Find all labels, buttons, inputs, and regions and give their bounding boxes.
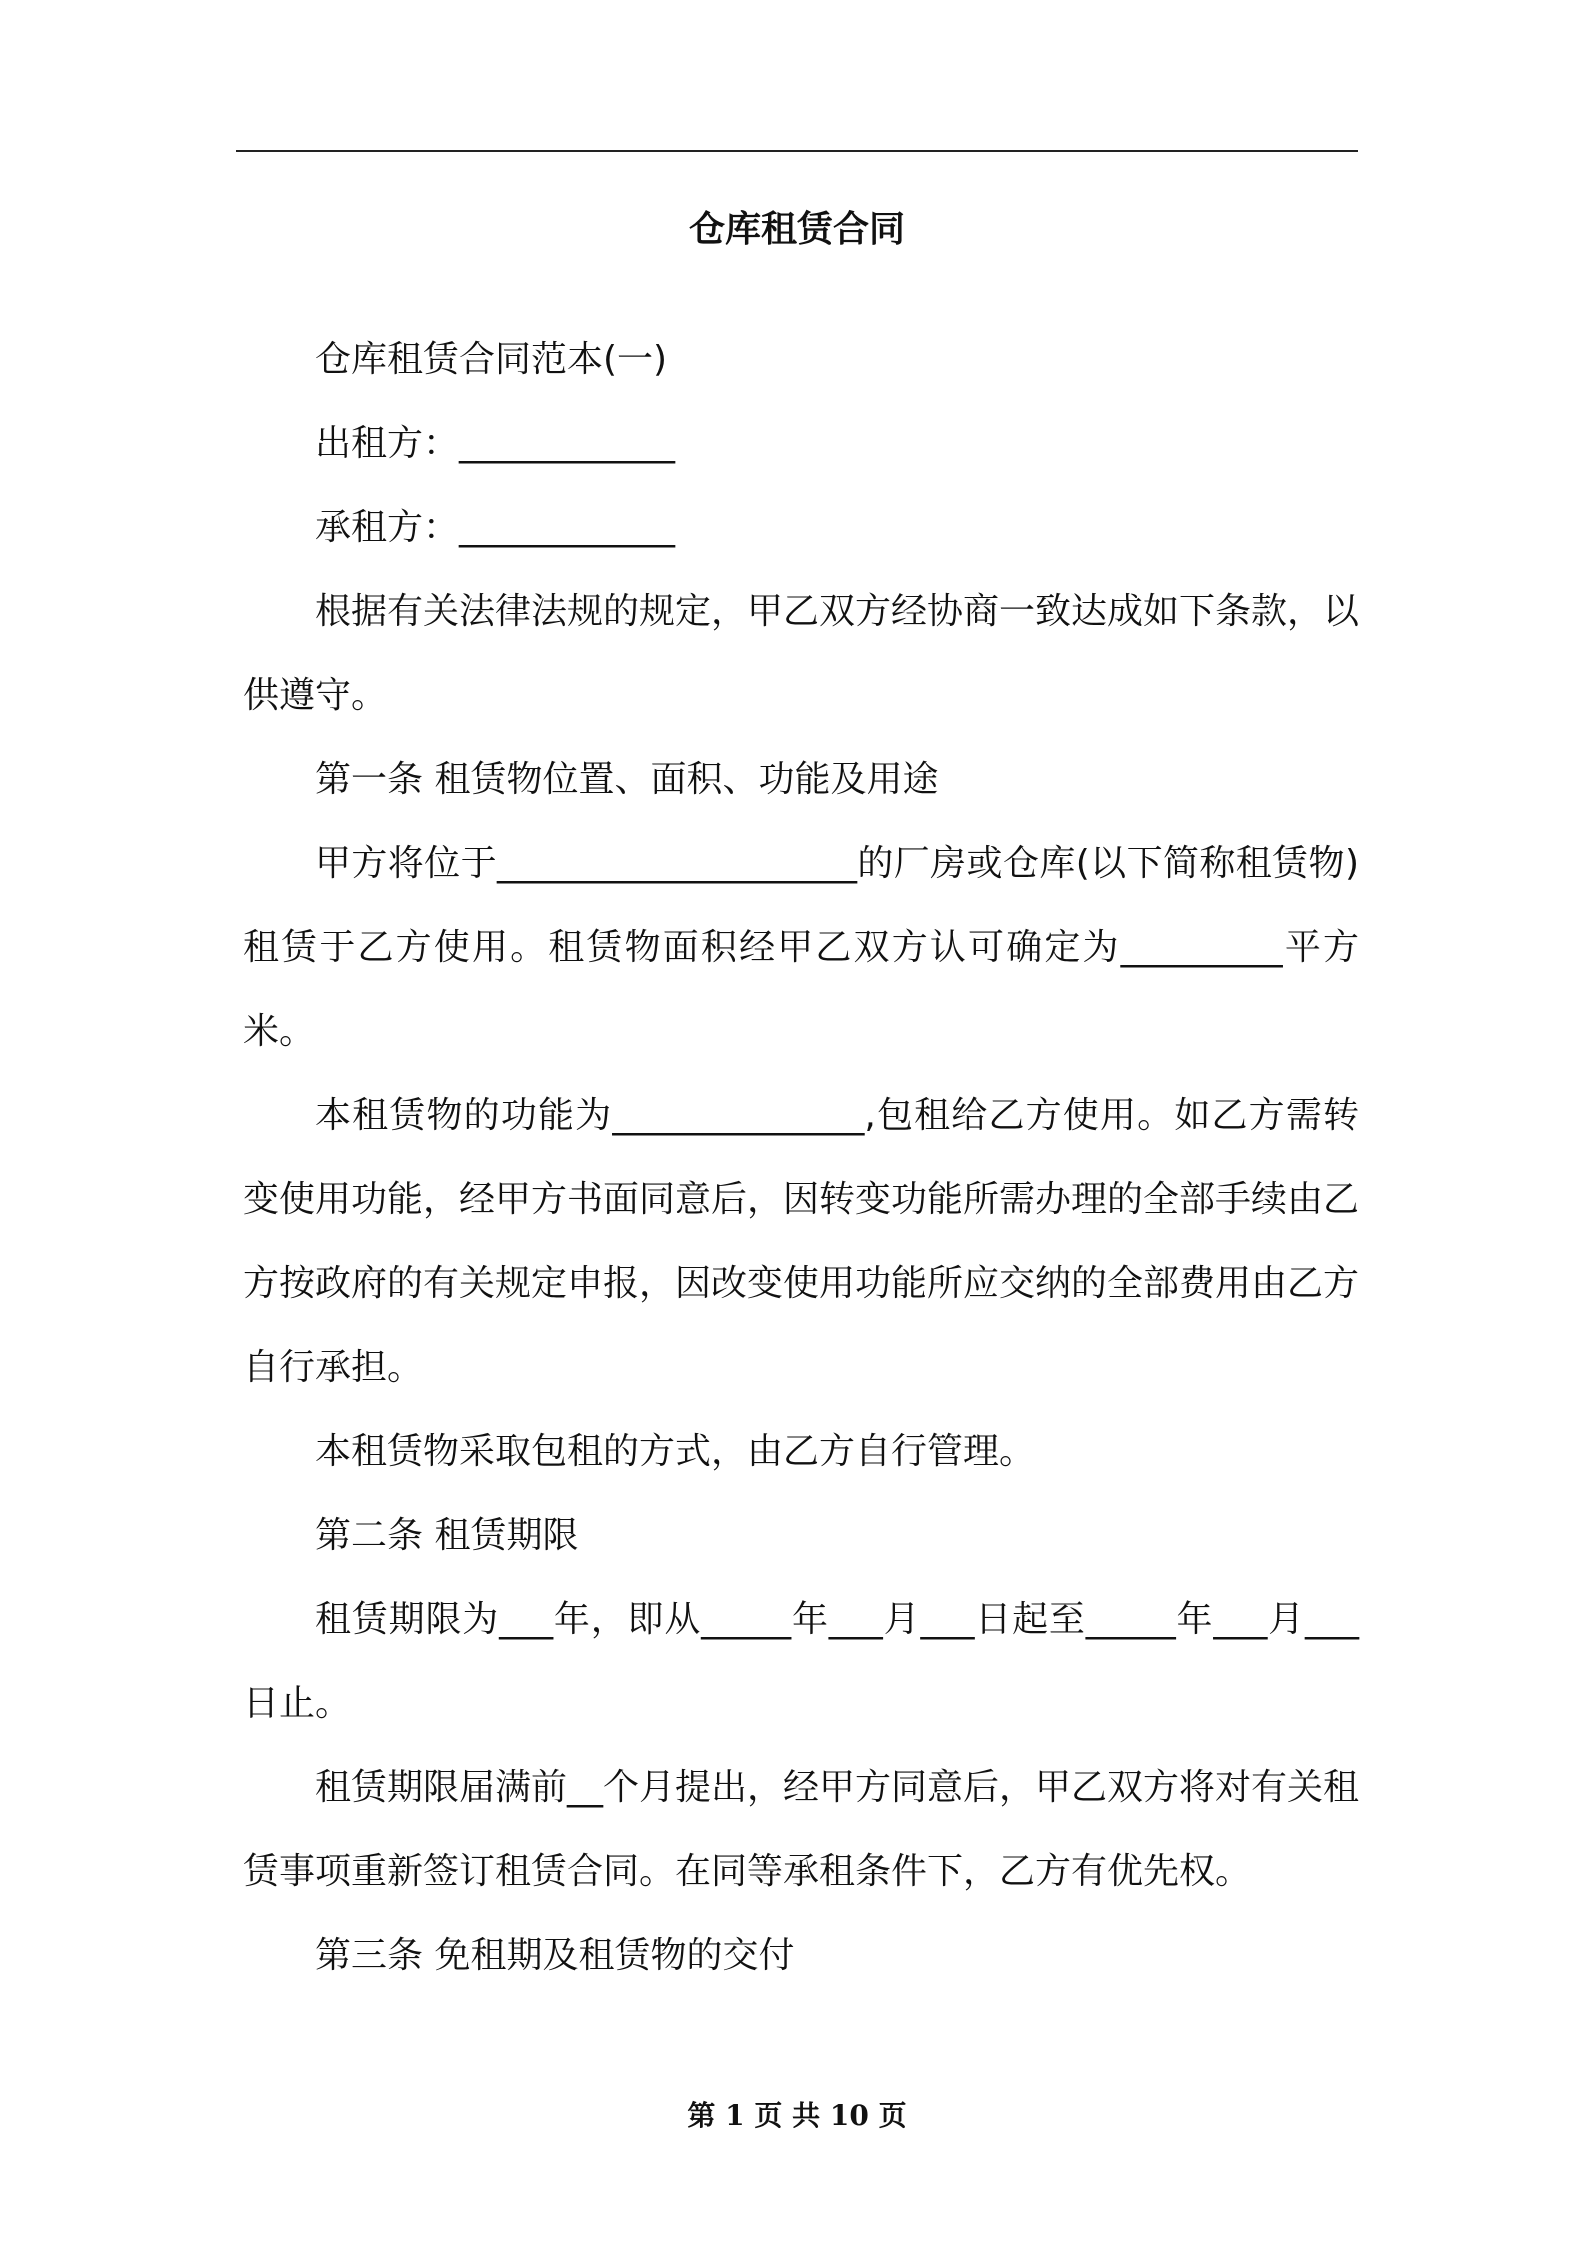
document-body <box>243 318 1359 1998</box>
paragraph-lessee: 承租方：____________ <box>315 507 676 548</box>
paragraph-management: 本租赁物采取包租的方式，由乙方自行管理。 <box>315 1431 1036 1472</box>
paragraph-subtitle: 仓库租赁合同范本(一) <box>315 339 668 380</box>
paragraph-lessor: 出租方：____________ <box>315 423 676 464</box>
paragraph-location-area: 甲方将位于____________________的厂房或仓库(以下简称租赁物)租赁于乙方使用。租赁物面积经甲乙双方认可确定为_________平方米。 <box>243 843 1359 1052</box>
header-rule <box>236 150 1358 152</box>
paragraph-renewal: 租赁期限届满前__个月提出，经甲方同意后，甲乙双方将对有关租赁事项重新签订租赁合同。在同等承租条件下，乙方有优先权。 <box>243 1767 1360 1892</box>
article-3-heading: 第三条 免租期及租赁物的交付 <box>315 1935 795 1976</box>
article-2-heading: 第二条 租赁期限 <box>315 1515 579 1556</box>
paragraph-lease-term: 租赁期限为___年，即从_____年___月___日起至_____年___月___日止。 <box>243 1599 1359 1724</box>
page-number: 第 1 页 共 10 页 <box>687 2099 907 2132</box>
document-title: 仓库租赁合同 <box>688 209 905 250</box>
paragraph-function: 本租赁物的功能为______________,包租给乙方使用。如乙方需转变使用功能，经甲方书面同意后，因转变功能所需办理的全部手续由乙方按政府的有关规定申报，因改变使用功能所应交纳的全部费用由乙方自行承担。 <box>243 1095 1360 1388</box>
article-1-heading: 第一条 租赁物位置、面积、功能及用途 <box>315 759 939 800</box>
paragraph-preamble: 根据有关法律法规的规定，甲乙双方经协商一致达成如下条款，以供遵守。 <box>243 591 1360 716</box>
